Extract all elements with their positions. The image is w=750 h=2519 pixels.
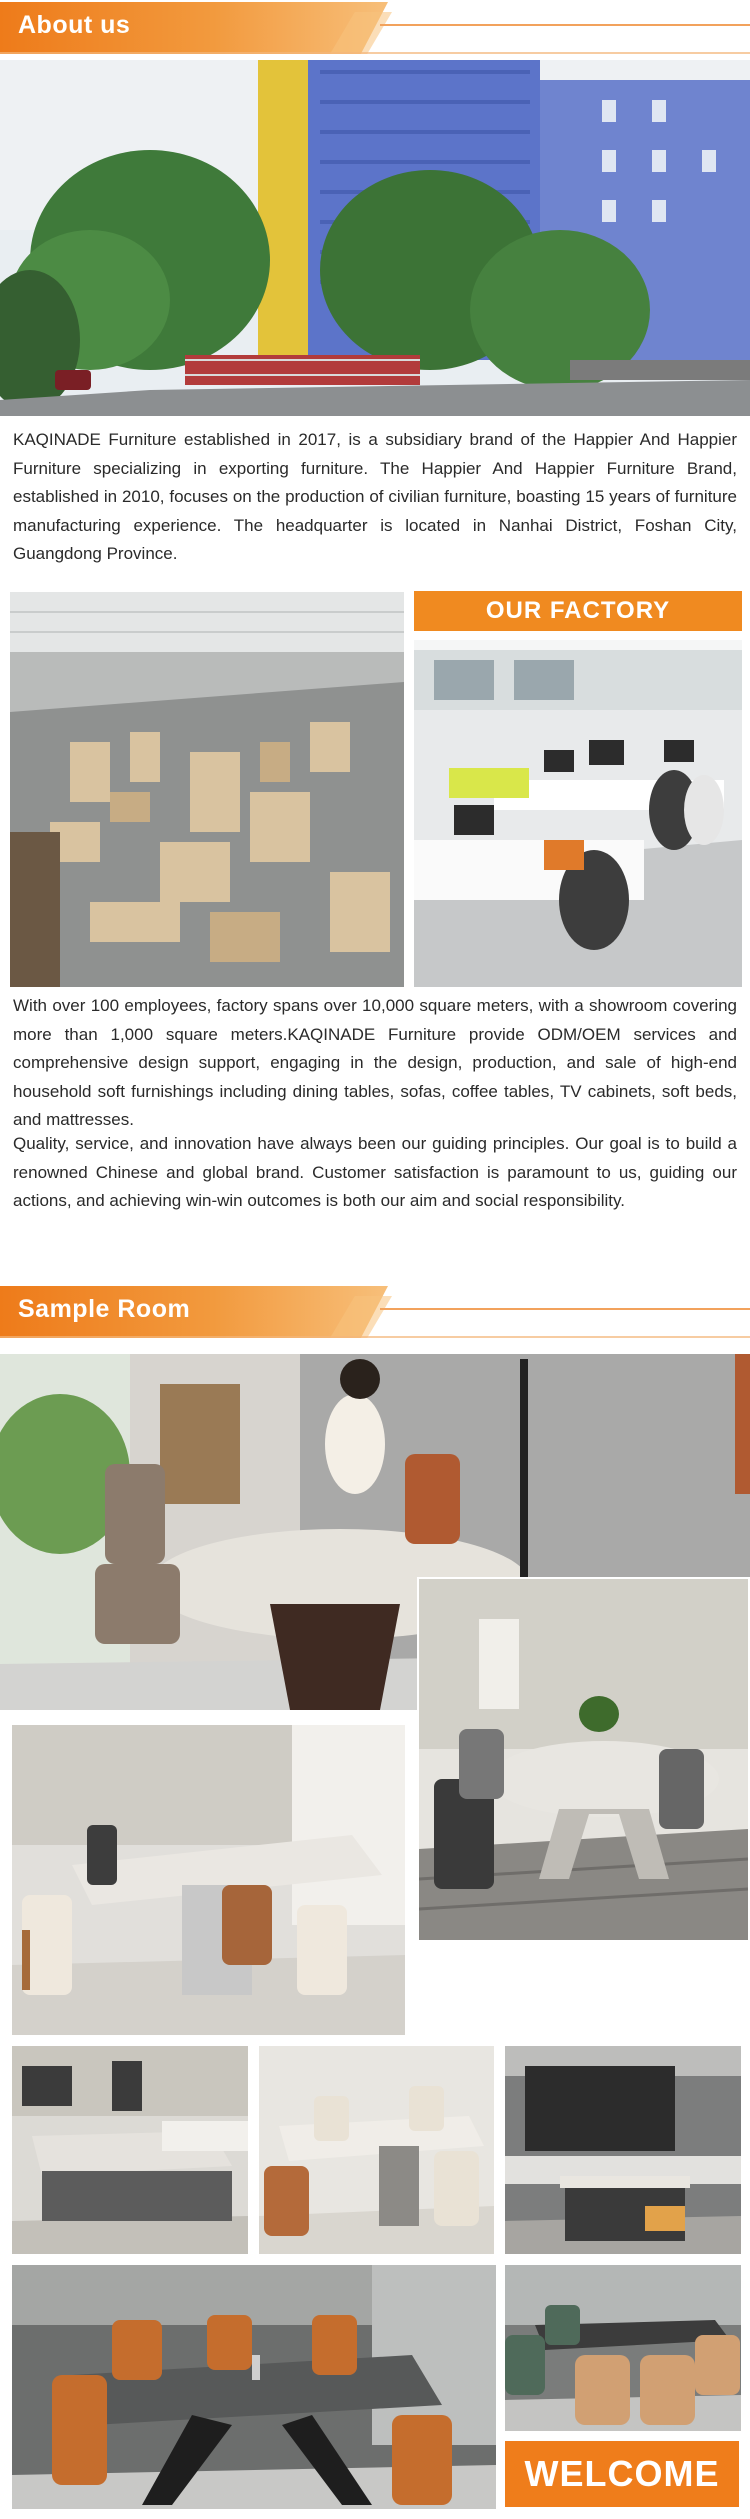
factory-paragraph-2: Quality, service, and innovation have always been our guiding principles. Our goal is to build a renowned Chinese and global brand. Customer satisfaction is paramount to us, guiding our actions, and achieving win-win outcomes is both our aim and social responsibility. bbox=[13, 1134, 737, 1210]
office-photo bbox=[414, 640, 742, 987]
welcome-label: WELCOME bbox=[505, 2441, 739, 2507]
grey-dining-photo bbox=[505, 2265, 741, 2431]
sample-room-photo-2 bbox=[12, 1725, 405, 2035]
about-paragraph: KAQINADE Furniture established in 2017, is a subsidiary brand of the Happier And Happier Furniture specializing in exporting furniture. The Happier And Happier Furniture Brand, established in 2010, focuses on the production of civilian furniture, boasting 15 years of furniture manufacturing experience. The headquarter is located in Nanhai District, Foshan City, Guangdong Province. bbox=[13, 430, 737, 563]
headquarters-photo bbox=[0, 60, 750, 416]
factory-paragraph-1: With over 100 employees, factory spans over 10,000 square meters, with a showroom covering more than 1,000 square meters.KAQINADE Furniture provide ODM/OEM services and comprehensive design support, engaging in the design, production, and sale of high-end household soft furnishings including dining tables, sofas, coffee tables, TV cabinets, soft beds, and mattresses. bbox=[13, 996, 737, 1129]
coffee-table-photo bbox=[12, 2046, 248, 2254]
sample-room-banner bbox=[0, 1286, 750, 1338]
our-factory-label: OUR FACTORY bbox=[414, 591, 742, 631]
sample-room-photo-3 bbox=[417, 1577, 750, 1942]
about-us-title: About us bbox=[18, 11, 131, 39]
tv-cabinet-photo bbox=[505, 2046, 741, 2254]
about-us-banner bbox=[0, 2, 750, 54]
sample-room-title: Sample Room bbox=[18, 1295, 191, 1323]
orange-chairs-photo bbox=[12, 2265, 496, 2509]
factory-floor-photo bbox=[10, 592, 404, 987]
dining-set-photo bbox=[259, 2046, 494, 2254]
